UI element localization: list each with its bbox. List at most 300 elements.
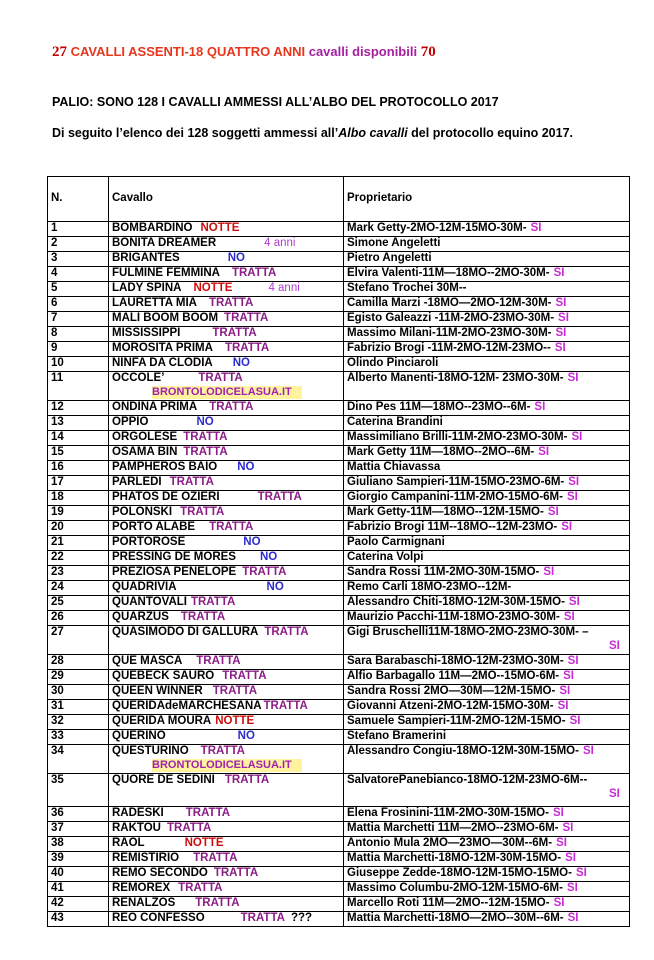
approved-flag: SI xyxy=(575,867,587,879)
horse-status: TRATTA xyxy=(209,521,254,533)
horse-cell xyxy=(109,237,344,252)
horse-cell xyxy=(109,401,344,416)
owner-name: Marcello Roti 11M—2MO--12M-15MO- xyxy=(347,897,550,909)
horse-age-note: 4 anni xyxy=(268,282,300,294)
owner-cell xyxy=(344,626,630,655)
row-number: 35 xyxy=(48,774,109,807)
owner-cell xyxy=(344,491,630,506)
row-number: 22 xyxy=(48,551,109,566)
horse-name: REO CONFESSO xyxy=(112,912,205,924)
owner-cell xyxy=(344,521,630,536)
approved-flag: SI xyxy=(567,372,579,384)
horse-cell xyxy=(109,581,344,596)
approved-flag: SI xyxy=(566,491,578,503)
table-row xyxy=(48,446,630,461)
horse-status: 4 anni xyxy=(264,237,296,249)
row-number: 13 xyxy=(48,416,109,431)
horse-cell xyxy=(109,551,344,566)
horse-status: TRATTA xyxy=(257,491,302,503)
horse-name: MOROSITA PRIMA xyxy=(112,342,213,354)
horse-status: NO xyxy=(237,730,255,742)
owner-name: Caterina Brandini xyxy=(347,416,443,428)
horse-name: MISSISSIPPI xyxy=(112,327,181,339)
table-row xyxy=(48,476,630,491)
horse-cell xyxy=(109,252,344,267)
row-number: 8 xyxy=(48,327,109,342)
table-row xyxy=(48,431,630,446)
table-row xyxy=(48,536,630,551)
intro-part-b: Albo cavalli xyxy=(338,126,408,140)
horses-table xyxy=(47,176,630,927)
owner-name: Giuliano Sampieri-11M-15MO-23MO-6M- xyxy=(347,476,565,488)
owner-cell xyxy=(344,685,630,700)
horse-name: PRESSING DE MORES xyxy=(112,551,236,563)
approved-flag: SI xyxy=(552,807,564,819)
owner-name: Stefano Trochei 30M-- xyxy=(347,282,467,294)
horse-name: QUERIDAdeMARCHESANA xyxy=(112,700,262,712)
owner-name: Massimiliano Brilli-11M-2MO-23MO-30M- xyxy=(347,431,568,443)
horse-status: TRATTA xyxy=(183,431,228,443)
horse-name: BRIGANTES xyxy=(112,252,180,264)
table-row xyxy=(48,297,630,312)
table-row xyxy=(48,461,630,476)
owner-cell xyxy=(344,372,630,401)
horse-cell xyxy=(109,611,344,626)
row-number: 6 xyxy=(48,297,109,312)
owner-cell xyxy=(344,312,630,327)
owner-cell xyxy=(344,822,630,837)
row-number: 3 xyxy=(48,252,109,267)
owner-name: Elena Frosinini-11M-2MO-30M-15MO- xyxy=(347,807,549,819)
horse-name: ORGOLESE xyxy=(112,431,178,443)
owner-name: Olindo Pinciaroli xyxy=(347,357,439,369)
owner-cell xyxy=(344,357,630,372)
owner-cell xyxy=(344,807,630,822)
owner-cell xyxy=(344,745,630,774)
horse-status: TRATTA xyxy=(178,882,223,894)
horse-status: NO xyxy=(259,551,278,563)
row-number: 21 xyxy=(48,536,109,551)
row-number: 4 xyxy=(48,267,109,282)
horse-cell xyxy=(109,837,344,852)
horse-name: OPPIO xyxy=(112,416,149,428)
horse-cell xyxy=(109,312,344,327)
horse-cell xyxy=(109,566,344,581)
horse-status: NO xyxy=(266,581,284,593)
approved-flag: SI xyxy=(563,611,575,623)
owner-name: Sandra Rossi 2MO—30M—12M-15MO- xyxy=(347,685,556,697)
table-row xyxy=(48,282,630,297)
owner-cell xyxy=(344,252,630,267)
horse-name: PORTOROSE xyxy=(112,536,186,548)
approved-flag: SI xyxy=(582,745,594,757)
row-number: 23 xyxy=(48,566,109,581)
horse-name: PHATOS DE OZIERI xyxy=(112,491,220,503)
owner-name: Mattia Marchetti-18MO—2MO--30M--6M- xyxy=(347,912,564,924)
horse-name: MALI BOOM BOOM xyxy=(112,312,219,324)
table-row xyxy=(48,506,630,521)
owner-cell xyxy=(344,730,630,745)
table-row xyxy=(48,655,630,670)
horse-cell xyxy=(109,506,344,521)
table-row xyxy=(48,372,630,401)
available-label: cavalli disponibili xyxy=(305,44,421,59)
approved-flag: SI xyxy=(563,670,575,682)
horse-status: NO xyxy=(232,357,250,369)
row-number: 10 xyxy=(48,357,109,372)
horse-cell xyxy=(109,521,344,536)
owner-cell xyxy=(344,670,630,685)
horse-name: PAMPHEROS BAIO xyxy=(112,461,218,473)
palio-heading: PALIO: SONO 128 I CAVALLI AMMESSI ALL’ALBO DEL PROTOCOLLO 2017 xyxy=(52,95,499,109)
table-row xyxy=(48,715,630,730)
row-number: 19 xyxy=(48,506,109,521)
horse-status: TRATTA xyxy=(224,774,270,786)
table-row xyxy=(48,852,630,867)
owner-cell xyxy=(344,327,630,342)
row-number: 18 xyxy=(48,491,109,506)
owner-cell xyxy=(344,551,630,566)
owner-name: Stefano Bramerini xyxy=(347,730,447,742)
horse-name: OSAMA BIN xyxy=(112,446,178,458)
summary-line xyxy=(52,44,436,61)
row-number: 27 xyxy=(48,626,109,655)
approved-flag: SI xyxy=(562,822,574,834)
horse-cell xyxy=(109,807,344,822)
horse-name: REMOREX xyxy=(112,882,171,894)
horse-status: TRATTA xyxy=(242,566,287,578)
horse-status: NOTTE xyxy=(193,282,233,294)
table-row xyxy=(48,822,630,837)
owner-name: Sara Barabaschi-18MO-12M-23MO-30M- xyxy=(347,655,564,667)
owner-name: Mark Getty-2MO-12M-15MO-30M- xyxy=(347,222,527,234)
horse-name: BOMBARDINO xyxy=(112,222,193,234)
row-number: 37 xyxy=(48,822,109,837)
horse-status: TRATTA xyxy=(212,685,258,697)
owner-name: Camilla Marzi -18MO—2MO-12M-30M- xyxy=(347,297,552,309)
row-number: 43 xyxy=(48,912,109,927)
approved-flag: SI xyxy=(609,639,620,652)
approved-flag: SI xyxy=(558,312,569,324)
owner-name: Massimo Milani-11M-2MO-23MO-30M- xyxy=(347,327,552,339)
row-number: 9 xyxy=(48,342,109,357)
owner-name: Simone Angeletti xyxy=(347,237,441,249)
horse-status: TRATTA xyxy=(180,506,225,518)
owner-name: Caterina Volpi xyxy=(347,551,424,563)
table-row xyxy=(48,670,630,685)
owner-cell xyxy=(344,566,630,581)
row-number: 25 xyxy=(48,596,109,611)
row-number: 33 xyxy=(48,730,109,745)
horse-status: TRATTA xyxy=(190,596,236,608)
owner-name: Giorgio Campanini-11M-2MO-15MO-6M- xyxy=(347,491,563,503)
horse-status: NO xyxy=(237,461,255,473)
owner-name: Gigi Bruschelli11M-18MO-2MO-23MO-30M- – xyxy=(347,626,589,638)
owner-cell xyxy=(344,715,630,730)
owner-name: Pietro Angeletti xyxy=(347,252,432,264)
owner-cell xyxy=(344,897,630,912)
owner-cell xyxy=(344,655,630,670)
owner-cell xyxy=(344,267,630,282)
owner-name: Mark Getty-11M—18MO--12M-15MO- xyxy=(347,506,544,518)
horse-cell xyxy=(109,897,344,912)
horse-cell xyxy=(109,730,344,745)
owner-name: Remo Carli 18MO-23MO--12M- xyxy=(347,581,512,593)
table-row xyxy=(48,745,630,774)
horse-name: LAURETTA MIA xyxy=(112,297,197,309)
row-number: 12 xyxy=(48,401,109,416)
horse-status: TRATTA xyxy=(264,626,309,638)
owner-cell xyxy=(344,611,630,626)
table-row xyxy=(48,521,630,536)
owner-cell xyxy=(344,536,630,551)
row-number: 31 xyxy=(48,700,109,715)
approved-flag: SI xyxy=(554,342,566,354)
horse-cell xyxy=(109,297,344,312)
horse-status: NOTTE xyxy=(184,837,224,849)
row-number: 5 xyxy=(48,282,109,297)
horse-cell xyxy=(109,670,344,685)
horse-extra-note: ??? xyxy=(290,912,313,924)
horse-status: TRATTA xyxy=(224,342,270,354)
owner-name: Maurizio Pacchi-11M-18MO-23MO-30M- xyxy=(347,611,560,623)
approved-flag: SI xyxy=(553,897,565,909)
owner-cell xyxy=(344,852,630,867)
table-row xyxy=(48,912,630,927)
horse-status: TRATTA xyxy=(222,670,267,682)
row-number: 30 xyxy=(48,685,109,700)
row-number: 38 xyxy=(48,837,109,852)
owner-name: Fabrizio Brogi -11M-2MO-12M-23MO-- xyxy=(347,342,551,354)
horse-name: QUANTOVALI xyxy=(112,596,187,608)
horse-cell xyxy=(109,357,344,372)
row-number: 20 xyxy=(48,521,109,536)
horse-name: RADESKI xyxy=(112,807,164,819)
col-owner: Proprietario xyxy=(344,177,630,222)
approved-flag: SI xyxy=(609,787,620,800)
row-number: 29 xyxy=(48,670,109,685)
table-body xyxy=(48,222,630,927)
horse-name: PREZIOSA PENELOPE xyxy=(112,566,237,578)
horse-status: TRATTA xyxy=(169,476,214,488)
horse-name: REMO SECONDO xyxy=(112,867,208,879)
horse-status: TRATTA xyxy=(231,267,277,279)
horse-cell xyxy=(109,596,344,611)
approved-flag: SI xyxy=(556,837,567,849)
table-row xyxy=(48,596,630,611)
row-number: 1 xyxy=(48,222,109,237)
approved-flag: SI xyxy=(568,596,580,608)
table-row xyxy=(48,730,630,745)
approved-flag: SI xyxy=(565,852,576,864)
horse-cell xyxy=(109,342,344,357)
horse-cell xyxy=(109,476,344,491)
table-row xyxy=(48,491,630,506)
approved-flag: SI xyxy=(567,912,579,924)
horse-name: BONITA DREAMER xyxy=(112,237,217,249)
horse-name: QUEEN WINNER xyxy=(112,685,203,697)
approved-flag: SI xyxy=(555,327,567,339)
horse-name: RAOL xyxy=(112,837,145,849)
horse-status: TRATTA xyxy=(208,297,254,309)
available-count: 70 xyxy=(420,44,436,60)
horse-status: TRATTA xyxy=(185,807,231,819)
approved-flag: SI xyxy=(566,882,578,894)
table-row xyxy=(48,342,630,357)
table-row xyxy=(48,897,630,912)
horse-cell xyxy=(109,461,344,476)
owner-name: Alberto Manenti-18MO-12M- 23MO-30M- xyxy=(347,372,564,384)
table-row xyxy=(48,882,630,897)
owner-name: Egisto Galeazzi -11M-2MO-23MO-30M- xyxy=(347,312,555,324)
table-row xyxy=(48,837,630,852)
col-number: N. xyxy=(48,177,109,222)
horse-status: TRATTA xyxy=(263,700,308,712)
horse-status: TRATTA xyxy=(198,372,243,384)
owner-cell xyxy=(344,837,630,852)
owner-cell xyxy=(344,700,630,715)
owner-name: Mark Getty 11M—18MO--2MO--6M- xyxy=(347,446,535,458)
owner-name: Mattia Marchetti-18MO-12M-30M-15MO- xyxy=(347,852,562,864)
horse-name: ONDINA PRIMA xyxy=(112,401,198,413)
row-number: 42 xyxy=(48,897,109,912)
intro-part-a: Di seguito l’elenco dei 128 soggetti ammessi all’ xyxy=(52,126,339,140)
horse-cell xyxy=(109,267,344,282)
horse-name: QUASIMODO DI GALLURA xyxy=(112,626,259,638)
horse-cell xyxy=(109,745,344,774)
owner-name: Sandra Rossi 11M-2MO-30M-15MO- xyxy=(347,566,540,578)
horse-cell xyxy=(109,282,344,297)
horse-cell xyxy=(109,912,344,927)
owner-cell xyxy=(344,461,630,476)
approved-flag: SI xyxy=(543,566,555,578)
horse-cell xyxy=(109,431,344,446)
row-number: 11 xyxy=(48,372,109,401)
owner-cell xyxy=(344,401,630,416)
horse-name: PARLEDI xyxy=(112,476,162,488)
absent-count: 27 xyxy=(52,44,67,60)
row-number: 14 xyxy=(48,431,109,446)
table-row xyxy=(48,566,630,581)
row-number: 39 xyxy=(48,852,109,867)
horse-status: TRATTA xyxy=(180,611,226,623)
table-row xyxy=(48,611,630,626)
intro-text xyxy=(52,126,573,140)
row-number: 32 xyxy=(48,715,109,730)
row-number: 36 xyxy=(48,807,109,822)
horse-status: TRATTA xyxy=(224,312,269,324)
horse-status: TRATTA xyxy=(195,897,240,909)
intro-part-c: del protocollo equino 2017. xyxy=(407,126,574,140)
owner-cell xyxy=(344,882,630,897)
horse-cell xyxy=(109,715,344,730)
owner-cell xyxy=(344,222,630,237)
owner-name: Giuseppe Zedde-18MO-12M-15MO-15MO- xyxy=(347,867,572,879)
horse-name: RAKTOU xyxy=(112,822,161,834)
row-number: 34 xyxy=(48,745,109,774)
horse-cell xyxy=(109,852,344,867)
row-number: 28 xyxy=(48,655,109,670)
row-number: 2 xyxy=(48,237,109,252)
horse-status: TRATTA xyxy=(213,867,259,879)
owner-name: Paolo Carmignani xyxy=(347,536,445,548)
horse-cell xyxy=(109,446,344,461)
horse-name: NINFA DA CLODIA xyxy=(112,357,213,369)
row-number: 24 xyxy=(48,581,109,596)
horse-status: TRATTA xyxy=(166,822,212,834)
table-row xyxy=(48,401,630,416)
row-number: 15 xyxy=(48,446,109,461)
table-row xyxy=(48,357,630,372)
horse-status: TRATTA xyxy=(209,401,254,413)
owner-cell xyxy=(344,476,630,491)
horse-cell xyxy=(109,491,344,506)
horse-status: NOTTE xyxy=(215,715,255,727)
table-row xyxy=(48,700,630,715)
row-number: 26 xyxy=(48,611,109,626)
table-row xyxy=(48,237,630,252)
table-row xyxy=(48,581,630,596)
owner-name: Massimo Columbu-2MO-12M-15MO-6M- xyxy=(347,882,563,894)
owner-name: Alfio Barbagallo 11M—2MO--15MO-6M- xyxy=(347,670,560,682)
table-row xyxy=(48,685,630,700)
approved-flag: SI xyxy=(559,685,571,697)
approved-flag: SI xyxy=(555,297,567,309)
table-row xyxy=(48,312,630,327)
approved-flag: SI xyxy=(571,431,583,443)
owner-cell xyxy=(344,446,630,461)
horse-status: NOTTE xyxy=(200,222,240,234)
owner-name: Dino Pes 11M—18MO--23MO--6M- xyxy=(347,401,531,413)
horse-status: NO xyxy=(243,536,261,548)
horse-name: REMISTIRIO xyxy=(112,852,180,864)
owner-name: Mattia Chiavassa xyxy=(347,461,441,473)
owner-cell xyxy=(344,342,630,357)
horse-name: PORTO ALABE xyxy=(112,521,196,533)
owner-name: Alessandro Congiu-18MO-12M-30M-15MO- xyxy=(347,745,579,757)
horse-name: POLONSKI xyxy=(112,506,173,518)
table-row xyxy=(48,416,630,431)
horse-status: TRATTA xyxy=(196,655,241,667)
horse-name: QUERIDA MOURA xyxy=(112,715,212,727)
horse-cell xyxy=(109,822,344,837)
horse-cell xyxy=(109,685,344,700)
horse-name: QUE MASCA xyxy=(112,655,183,667)
owner-name: Elvira Valenti-11M—18MO--2MO-30M- xyxy=(347,267,550,279)
horse-cell xyxy=(109,536,344,551)
owner-name: SalvatorePanebianco-18MO-12M-23MO-6M-- xyxy=(347,774,588,786)
owner-cell xyxy=(344,282,630,297)
horse-cell xyxy=(109,626,344,655)
horse-cell xyxy=(109,655,344,670)
horse-cell xyxy=(109,416,344,431)
horse-status: NO xyxy=(196,416,214,428)
table-row xyxy=(48,867,630,882)
horse-name: LADY SPINA xyxy=(112,282,182,294)
horse-status: TRATTA xyxy=(240,912,285,924)
horse-name: QUEBECK SAURO xyxy=(112,670,215,682)
horse-name: QUADRIVIA xyxy=(112,581,177,593)
horse-name: FULMINE FEMMINA xyxy=(112,267,220,279)
approved-flag: SI xyxy=(547,506,559,518)
owner-cell xyxy=(344,912,630,927)
owner-cell xyxy=(344,596,630,611)
owner-name: Giovanni Atzeni-2MO-12M-15MO-30M- xyxy=(347,700,554,712)
horse-name: QUESTURINO xyxy=(112,745,189,757)
owner-cell xyxy=(344,867,630,882)
table-row xyxy=(48,222,630,237)
owner-name: Fabrizio Brogi 11M--18MO--12M-23MO- xyxy=(347,521,558,533)
